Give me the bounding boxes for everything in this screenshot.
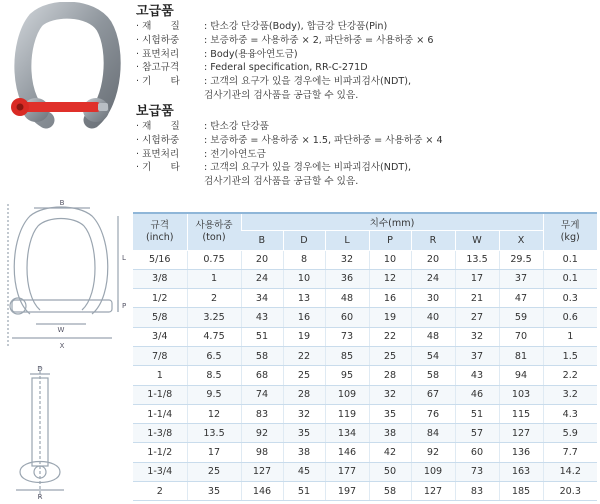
table-cell: 25 bbox=[187, 462, 241, 481]
table-row bbox=[133, 250, 597, 269]
dimension-table bbox=[133, 212, 597, 501]
table-cell: 146 bbox=[241, 482, 283, 501]
table-cell: 95 bbox=[325, 366, 369, 385]
spec-line: · 재 질 : 탄소강 단강품 bbox=[136, 121, 269, 132]
table-cell: 25 bbox=[283, 366, 325, 385]
table-cell: 10 bbox=[283, 269, 325, 288]
table-cell: 115 bbox=[499, 404, 543, 423]
table-cell: 85 bbox=[325, 346, 369, 365]
table-cell: 17 bbox=[187, 443, 241, 462]
table-cell: 177 bbox=[325, 462, 369, 481]
table-cell: 58 bbox=[241, 346, 283, 365]
standard-title: 보급품 bbox=[136, 104, 174, 119]
dim-label-x: X bbox=[59, 342, 65, 350]
dim-label-p: P bbox=[122, 302, 127, 310]
table-cell: 92 bbox=[241, 424, 283, 443]
table-cell: 0.3 bbox=[543, 289, 597, 308]
table-cell: 58 bbox=[411, 366, 455, 385]
table-row bbox=[133, 482, 597, 501]
table-cell: 5/8 bbox=[133, 308, 187, 327]
table-cell: 98 bbox=[241, 443, 283, 462]
table-cell: 7.7 bbox=[543, 443, 597, 462]
table-cell: 1 bbox=[133, 366, 187, 385]
table-cell: 20.3 bbox=[543, 482, 597, 501]
table-cell: 46 bbox=[455, 385, 499, 404]
table-cell: 32 bbox=[455, 327, 499, 346]
table-cell: 0.75 bbox=[187, 250, 241, 269]
table-cell: 3/4 bbox=[133, 327, 187, 346]
table-cell: 1/2 bbox=[133, 289, 187, 308]
table-cell: 5.9 bbox=[543, 424, 597, 443]
table-cell: 81 bbox=[499, 346, 543, 365]
table-cell: 146 bbox=[325, 443, 369, 462]
table-cell: 6.5 bbox=[187, 346, 241, 365]
table-cell: 8.5 bbox=[187, 366, 241, 385]
table-cell: 9.5 bbox=[187, 385, 241, 404]
table-cell: 73 bbox=[455, 462, 499, 481]
table-cell: 24 bbox=[241, 269, 283, 288]
table-cell: 22 bbox=[283, 346, 325, 365]
table-cell: 43 bbox=[241, 308, 283, 327]
table-cell: 43 bbox=[455, 366, 499, 385]
table-cell: 24 bbox=[411, 269, 455, 288]
table-cell: 28 bbox=[369, 366, 411, 385]
table-cell: 83 bbox=[455, 482, 499, 501]
table-row bbox=[133, 462, 597, 481]
table-cell: 4.3 bbox=[543, 404, 597, 423]
table-cell: 73 bbox=[325, 327, 369, 346]
table-cell: 67 bbox=[411, 385, 455, 404]
dim-label-d: D bbox=[37, 365, 43, 373]
dim-label-b: B bbox=[59, 199, 65, 207]
table-cell: 25 bbox=[369, 346, 411, 365]
table-cell: 127 bbox=[499, 424, 543, 443]
dim-label-l: L bbox=[122, 254, 126, 262]
table-cell: 38 bbox=[283, 443, 325, 462]
table-cell: 32 bbox=[369, 385, 411, 404]
table-cell: 94 bbox=[499, 366, 543, 385]
table-row bbox=[133, 269, 597, 288]
table-cell: 1-3/8 bbox=[133, 424, 187, 443]
table-cell: 21 bbox=[455, 289, 499, 308]
spec-line: · 기 타 : 고객의 요구가 있을 경우에는 비파괴검사(NDT), bbox=[136, 76, 411, 88]
table-cell: 58 bbox=[369, 482, 411, 501]
header-dim-b: B bbox=[241, 230, 283, 250]
table-cell: 59 bbox=[499, 308, 543, 327]
table-cell: 14.2 bbox=[543, 462, 597, 481]
table-cell: 1-1/8 bbox=[133, 385, 187, 404]
table-cell: 38 bbox=[369, 424, 411, 443]
table-cell: 3.2 bbox=[543, 385, 597, 404]
table-cell: 84 bbox=[411, 424, 455, 443]
table-cell: 35 bbox=[369, 404, 411, 423]
table-cell: 35 bbox=[283, 424, 325, 443]
spec-line: · 시험하중 : 보증하중 = 사용하중 × 1.5, 파단하중 = 사용하중 × 4 bbox=[136, 134, 443, 146]
table-cell: 4.75 bbox=[187, 327, 241, 346]
table-cell: 2.2 bbox=[543, 366, 597, 385]
table-cell: 48 bbox=[411, 327, 455, 346]
table-cell: 34 bbox=[241, 289, 283, 308]
table-cell: 5/16 bbox=[133, 250, 187, 269]
spec-line: · 시험하중 : 보증하중 = 사용하중 × 2, 파단하중 = 사용하중 × 6 bbox=[136, 34, 434, 46]
table-cell: 20 bbox=[411, 250, 455, 269]
table-cell: 42 bbox=[369, 443, 411, 462]
spec-line: · 표면처리 : 전기아연도금 bbox=[136, 148, 266, 160]
table-cell: 40 bbox=[411, 308, 455, 327]
table-cell: 185 bbox=[499, 482, 543, 501]
table-cell: 2 bbox=[187, 289, 241, 308]
header-dim-x: X bbox=[499, 230, 543, 250]
table-cell: 30 bbox=[411, 289, 455, 308]
table-cell: 103 bbox=[499, 385, 543, 404]
table-cell: 1 bbox=[187, 269, 241, 288]
table-cell: 29.5 bbox=[499, 250, 543, 269]
table-cell: 109 bbox=[325, 385, 369, 404]
table-cell: 70 bbox=[499, 327, 543, 346]
table-row bbox=[133, 385, 597, 404]
table-cell: 57 bbox=[455, 424, 499, 443]
table-cell: 127 bbox=[241, 462, 283, 481]
table-cell: 163 bbox=[499, 462, 543, 481]
table-cell: 51 bbox=[283, 482, 325, 501]
table-cell: 54 bbox=[411, 346, 455, 365]
table-cell: 68 bbox=[241, 366, 283, 385]
spec-continuation: 검사기관의 검사품을 공급할 수 있음. bbox=[204, 89, 359, 101]
table-row bbox=[133, 366, 597, 385]
table-cell: 74 bbox=[241, 385, 283, 404]
spec-line: · 참고규격 : Federal specification, RR-C-271D bbox=[136, 62, 368, 74]
table-cell: 0.1 bbox=[543, 269, 597, 288]
header-weight: 무게 (kg) bbox=[543, 213, 597, 250]
table-cell: 13.5 bbox=[455, 250, 499, 269]
table-cell: 83 bbox=[241, 404, 283, 423]
table-cell: 12 bbox=[187, 404, 241, 423]
table-row bbox=[133, 327, 597, 346]
table-cell: 127 bbox=[411, 482, 455, 501]
table-cell: 13.5 bbox=[187, 424, 241, 443]
table-cell: 60 bbox=[455, 443, 499, 462]
table-cell: 13 bbox=[283, 289, 325, 308]
header-dim-w: W bbox=[455, 230, 499, 250]
table-cell: 36 bbox=[325, 269, 369, 288]
table-cell: 7/8 bbox=[133, 346, 187, 365]
dim-label-w: W bbox=[57, 326, 65, 334]
table-cell: 134 bbox=[325, 424, 369, 443]
table-cell: 1-1/2 bbox=[133, 443, 187, 462]
spec-continuation: 검사기관의 검사품을 공급할 수 있음. bbox=[204, 176, 359, 188]
premium-spec bbox=[136, 4, 596, 103]
premium-title: 고급품 bbox=[136, 4, 174, 19]
table-cell: 92 bbox=[411, 443, 455, 462]
table-cell: 3.25 bbox=[187, 308, 241, 327]
header-dim-p: P bbox=[369, 230, 411, 250]
shackle-photo bbox=[6, 2, 126, 134]
table-cell: 51 bbox=[241, 327, 283, 346]
table-cell: 16 bbox=[283, 308, 325, 327]
table-cell: 27 bbox=[455, 308, 499, 327]
table-row bbox=[133, 404, 597, 423]
table-cell: 8 bbox=[283, 250, 325, 269]
table-cell: 35 bbox=[187, 482, 241, 501]
table-cell: 10 bbox=[369, 250, 411, 269]
table-cell: 45 bbox=[283, 462, 325, 481]
header-dimensions: 치수(mm) bbox=[241, 213, 543, 230]
table-cell: 1 bbox=[543, 327, 597, 346]
header-dim-d: D bbox=[283, 230, 325, 250]
dim-label-r: R bbox=[37, 493, 43, 501]
table-cell: 20 bbox=[241, 250, 283, 269]
table-cell: 48 bbox=[325, 289, 369, 308]
table-cell: 51 bbox=[455, 404, 499, 423]
standard-spec bbox=[136, 104, 596, 189]
table-row bbox=[133, 346, 597, 365]
table-cell: 47 bbox=[499, 289, 543, 308]
table-cell: 19 bbox=[369, 308, 411, 327]
table-cell: 1-1/4 bbox=[133, 404, 187, 423]
table-row bbox=[133, 308, 597, 327]
header-load: 사용하중 (ton) bbox=[187, 213, 241, 250]
table-cell: 0.6 bbox=[543, 308, 597, 327]
table-row bbox=[133, 424, 597, 443]
table-cell: 119 bbox=[325, 404, 369, 423]
table-cell: 1-3/4 bbox=[133, 462, 187, 481]
table-row bbox=[133, 443, 597, 462]
header-dim-l: L bbox=[325, 230, 369, 250]
table-cell: 3/8 bbox=[133, 269, 187, 288]
table-cell: 60 bbox=[325, 308, 369, 327]
table-cell: 37 bbox=[499, 269, 543, 288]
shackle-side-drawing bbox=[0, 362, 80, 502]
header-size: 규격 (inch) bbox=[133, 213, 187, 250]
table-cell: 28 bbox=[283, 385, 325, 404]
table-cell: 197 bbox=[325, 482, 369, 501]
table-row bbox=[133, 289, 597, 308]
table-cell: 2 bbox=[133, 482, 187, 501]
table-cell: 16 bbox=[369, 289, 411, 308]
spec-line: · 기 타 : 고객의 요구가 있을 경우에는 비파괴검사(NDT), bbox=[136, 162, 411, 174]
table-cell: 19 bbox=[283, 327, 325, 346]
header-dim-r: R bbox=[411, 230, 455, 250]
table-cell: 22 bbox=[369, 327, 411, 346]
shackle-front-drawing bbox=[0, 196, 128, 356]
spec-line: · 재 질 : 탄소강 단강품(Body), 합금강 단강품(Pin) bbox=[136, 21, 388, 32]
table-cell: 32 bbox=[283, 404, 325, 423]
table-cell: 37 bbox=[455, 346, 499, 365]
table-cell: 12 bbox=[369, 269, 411, 288]
table-cell: 50 bbox=[369, 462, 411, 481]
table-cell: 136 bbox=[499, 443, 543, 462]
table-cell: 1.5 bbox=[543, 346, 597, 365]
spec-line: · 표면처리 : Body(용융아연도금) bbox=[136, 48, 298, 60]
table-cell: 17 bbox=[455, 269, 499, 288]
table-cell: 32 bbox=[325, 250, 369, 269]
table-cell: 109 bbox=[411, 462, 455, 481]
table-cell: 76 bbox=[411, 404, 455, 423]
table-cell: 0.1 bbox=[543, 250, 597, 269]
